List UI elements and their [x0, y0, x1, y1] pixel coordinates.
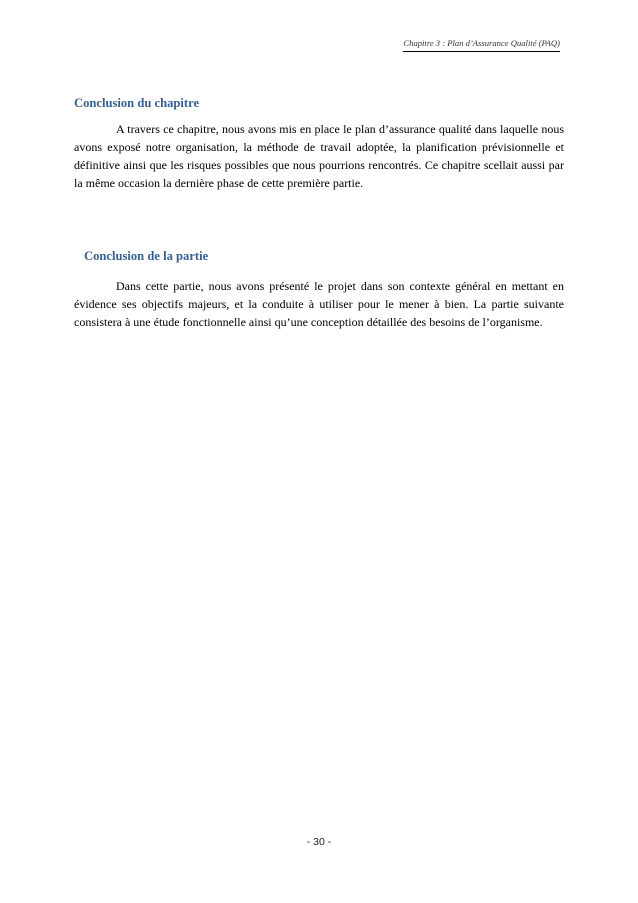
part-conclusion-paragraph: Dans cette partie, nous avons présenté le projet dans son contexte général en mettant en évidence ses objectifs majeurs, et la conduite à utiliser pour le mener à bien. La partie suivante consistera à une étude fonctionnelle ainsi qu’une conception détaillée des besoins de l’organisme. — [74, 279, 564, 329]
part-conclusion-heading: Conclusion de la partie — [84, 249, 209, 263]
running-header: Chapitre 3 : Plan d’Assurance Qualité (PAQ) — [403, 38, 560, 52]
chapter-conclusion-paragraph: A travers ce chapitre, nous avons mis en place le plan d’assurance qualité dans laquelle nous avons exposé notre organisation, la méthode de travail adoptée, la planification prévisionnelle et définitive ainsi que les risques possibles que nous pourrions rencontrés. Ce chapitre scellait aussi par la même occasion la dernière phase de cette première partie. — [74, 122, 564, 190]
chapter-conclusion-heading: Conclusion du chapitre — [74, 96, 200, 110]
page-number: - 30 - — [306, 836, 332, 848]
